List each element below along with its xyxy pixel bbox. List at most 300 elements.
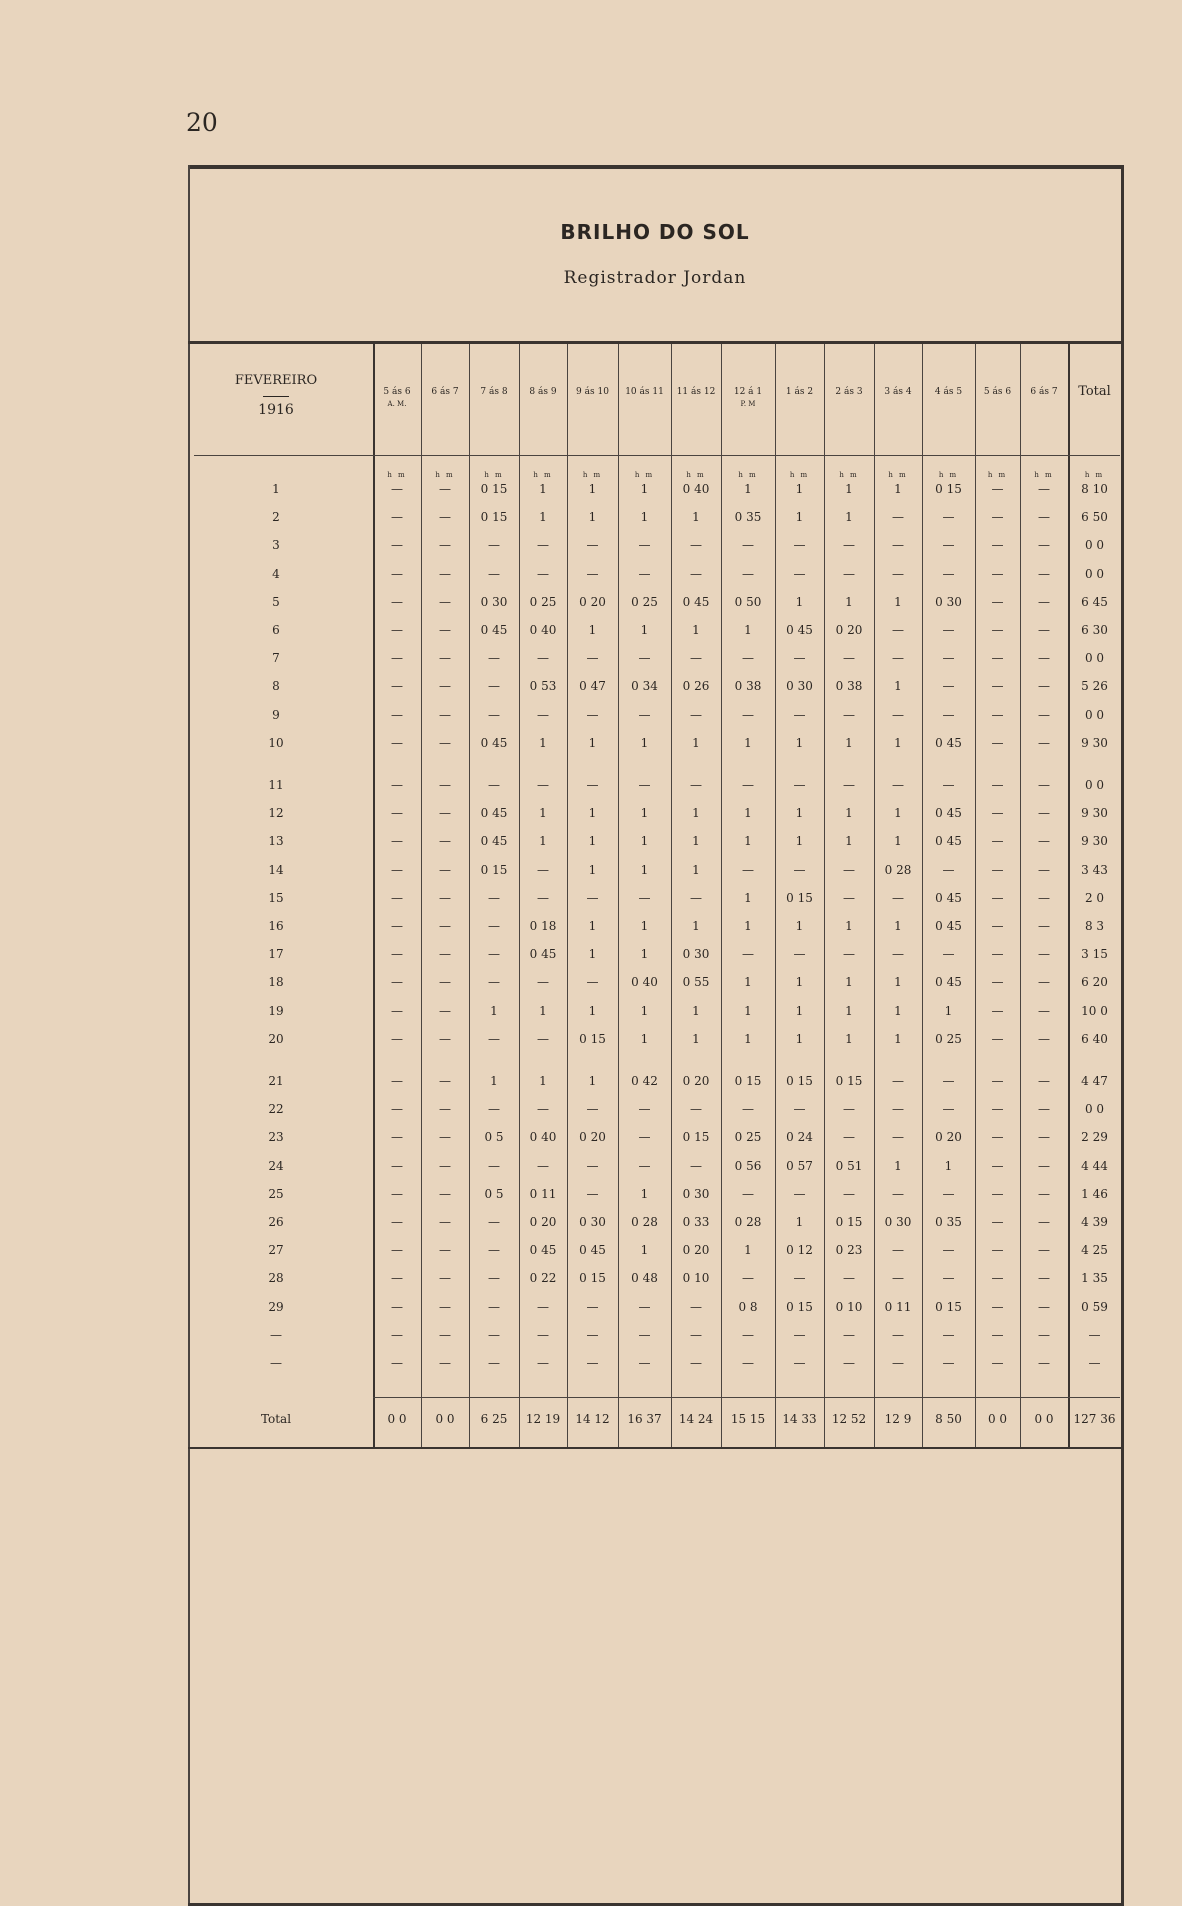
total-cell: 16 37 bbox=[627, 1412, 662, 1426]
table-cell: — bbox=[439, 862, 451, 877]
table-cell: 1 bbox=[692, 623, 700, 637]
table-cell: — bbox=[892, 1243, 904, 1258]
table-cell: — bbox=[892, 890, 904, 905]
table-cell: — bbox=[488, 1243, 500, 1258]
table-cell: 0 30 bbox=[682, 1186, 710, 1201]
table-cell: — bbox=[638, 566, 651, 581]
column-header-label: 10 ás 11 bbox=[625, 387, 664, 397]
day-number: 24 bbox=[268, 1158, 284, 1173]
day-number: 29 bbox=[268, 1299, 284, 1314]
day-number: 13 bbox=[268, 834, 284, 849]
column-header bbox=[1020, 386, 1068, 398]
table-cell: 1 bbox=[490, 1074, 498, 1088]
table-cell: — bbox=[892, 947, 904, 962]
table-cell: 1 bbox=[640, 1031, 649, 1046]
table-cell: 0 45 bbox=[786, 623, 813, 637]
table-cell: — bbox=[991, 1327, 1004, 1342]
table-cell: — bbox=[586, 890, 599, 905]
table-cell: — bbox=[892, 1102, 904, 1117]
table-cell: 0 30 bbox=[935, 594, 962, 609]
table-cell: — bbox=[1038, 862, 1050, 877]
table-cell: — bbox=[690, 778, 702, 792]
total-cell: 12 19 bbox=[525, 1412, 561, 1426]
table-cell: — bbox=[638, 538, 651, 553]
table-cell: 0 15 bbox=[579, 1271, 606, 1286]
table-cell: 1 bbox=[795, 919, 804, 933]
table-cell: — bbox=[991, 566, 1004, 581]
table-cell: — bbox=[488, 1102, 500, 1117]
table-cell: — bbox=[991, 538, 1004, 553]
table-cell: — bbox=[942, 1243, 955, 1258]
table-left-border bbox=[188, 165, 190, 1905]
table-cell: — bbox=[439, 1186, 451, 1201]
table-cell: — bbox=[843, 538, 855, 553]
table-cell: 0 45 bbox=[579, 1243, 606, 1258]
table-cell: — bbox=[991, 707, 1004, 722]
column-header-label: 12 á 1 bbox=[733, 387, 763, 397]
table-cell: 0 11 bbox=[884, 1299, 912, 1314]
table-cell: 1 bbox=[795, 1031, 804, 1046]
table-cell: — bbox=[991, 1130, 1004, 1145]
table-cell: — bbox=[892, 1130, 904, 1145]
table-cell: — bbox=[439, 735, 451, 750]
table-cell: 1 bbox=[894, 1003, 902, 1018]
month-year-divider bbox=[263, 396, 289, 397]
column-header-period: P. M bbox=[740, 400, 756, 408]
table-cell: — bbox=[586, 778, 599, 792]
table-cell: 1 bbox=[845, 1003, 853, 1018]
table-cell: 1 bbox=[845, 735, 853, 750]
table-cell: — bbox=[991, 1356, 1004, 1370]
table-cell: — bbox=[942, 1327, 955, 1342]
column-header-label: 1 ás 2 bbox=[785, 387, 814, 397]
unit-label: h m bbox=[888, 471, 908, 479]
table-cell: — bbox=[638, 651, 651, 666]
day-number: 23 bbox=[268, 1130, 284, 1145]
table-cell: — bbox=[391, 890, 403, 905]
table-cell: 0 20 bbox=[935, 1130, 962, 1145]
table-cell: — bbox=[488, 679, 500, 694]
table-cell: — bbox=[942, 862, 955, 877]
table-cell: — bbox=[391, 510, 403, 525]
table-cell: — bbox=[1038, 538, 1050, 553]
table-cell: — bbox=[439, 1102, 451, 1117]
table-cell: — bbox=[391, 538, 403, 553]
table-cell: — bbox=[537, 707, 549, 722]
table-cell: — bbox=[690, 566, 702, 581]
table-cell: — bbox=[991, 1271, 1004, 1286]
table-cell: — bbox=[942, 778, 955, 792]
table-cell: — bbox=[742, 538, 754, 553]
table-cell: 1 bbox=[744, 735, 752, 750]
table-cell: — bbox=[439, 538, 451, 553]
column-header bbox=[618, 386, 671, 398]
table-cell: 1 bbox=[640, 1186, 649, 1201]
table-cell: — bbox=[892, 566, 904, 581]
table-cell: — bbox=[391, 947, 403, 962]
table-cell: 5 26 bbox=[1081, 679, 1108, 694]
column-header bbox=[1068, 386, 1121, 398]
table-cell: — bbox=[991, 679, 1004, 694]
table-cell: — bbox=[942, 1356, 955, 1370]
table-cell: 0 45 bbox=[480, 834, 508, 849]
table-cell: — bbox=[690, 1327, 702, 1342]
table-cell: 1 bbox=[744, 1243, 752, 1258]
table-cell: — bbox=[942, 566, 955, 581]
table-cell: 10 0 bbox=[1081, 1003, 1108, 1018]
table-cell: — bbox=[892, 1074, 904, 1088]
table-cell: — bbox=[488, 1271, 500, 1286]
table-cell: — bbox=[1038, 566, 1050, 581]
table-cell: 6 45 bbox=[1081, 594, 1108, 609]
table-cell: 0 55 bbox=[682, 975, 710, 990]
table-cell: 4 25 bbox=[1081, 1243, 1108, 1258]
table-cell: — bbox=[742, 1186, 754, 1201]
table-cell: 4 39 bbox=[1081, 1215, 1108, 1229]
total-cell: 127 36 bbox=[1073, 1412, 1116, 1426]
table-cell: 0 30 bbox=[480, 594, 508, 609]
table-cell: — bbox=[488, 1158, 500, 1173]
table-cell: 0 30 bbox=[682, 947, 710, 962]
table-cell: 6 40 bbox=[1081, 1031, 1108, 1046]
table-cell: — bbox=[488, 538, 500, 553]
table-cell: — bbox=[586, 566, 599, 581]
table-cell: 1 bbox=[539, 735, 547, 750]
table-cell: 1 bbox=[539, 1003, 547, 1018]
table-cell: — bbox=[742, 862, 754, 877]
table-cell: — bbox=[439, 890, 451, 905]
table-cell: 1 bbox=[539, 482, 547, 496]
column-header bbox=[922, 386, 975, 398]
unit-label: h m bbox=[686, 471, 706, 479]
table-cell: 0 40 bbox=[682, 482, 710, 496]
table-cell: — bbox=[1038, 1031, 1050, 1046]
table-cell: 0 20 bbox=[579, 1130, 606, 1145]
table-cell: 0 0 bbox=[1084, 778, 1105, 792]
table-cell: 6 20 bbox=[1081, 975, 1108, 990]
day-number: — bbox=[270, 1356, 282, 1370]
table-cell: — bbox=[391, 1031, 403, 1046]
table-cell: 1 bbox=[588, 735, 597, 750]
table-cell: — bbox=[942, 1271, 955, 1286]
table-cell: — bbox=[537, 1031, 549, 1046]
table-cell: — bbox=[991, 510, 1004, 525]
table-cell: 0 8 bbox=[738, 1299, 758, 1314]
table-cell: — bbox=[391, 651, 403, 666]
table-cell: — bbox=[638, 1356, 651, 1370]
table-cell: — bbox=[991, 1186, 1004, 1201]
total-cell: 14 12 bbox=[575, 1412, 610, 1426]
table-cell: — bbox=[843, 1130, 855, 1145]
day-number: 25 bbox=[268, 1186, 284, 1201]
table-cell: 0 25 bbox=[631, 594, 658, 609]
table-cell: 1 bbox=[744, 806, 752, 821]
table-cell: 1 bbox=[744, 890, 752, 905]
table-cell: — bbox=[942, 707, 955, 722]
table-cell: — bbox=[1038, 834, 1050, 849]
table-cell: — bbox=[391, 679, 403, 694]
table-cell: — bbox=[793, 1271, 806, 1286]
table-cell: 0 20 bbox=[529, 1215, 557, 1229]
table-cell: 1 bbox=[588, 1003, 597, 1018]
table-cell: — bbox=[586, 651, 599, 666]
table-cell: 1 bbox=[894, 735, 902, 750]
table-cell: — bbox=[991, 1074, 1004, 1088]
table-cell: — bbox=[843, 890, 855, 905]
table-cell: 1 bbox=[588, 510, 597, 525]
table-cell: 1 bbox=[588, 862, 597, 877]
table-cell: 1 bbox=[744, 1003, 752, 1018]
table-cell: — bbox=[892, 1271, 904, 1286]
total-cell: 0 0 bbox=[987, 1412, 1008, 1426]
table-cell: 1 bbox=[640, 1003, 649, 1018]
table-cell: — bbox=[892, 538, 904, 553]
table-cell: — bbox=[439, 778, 451, 792]
table-cell: — bbox=[391, 1356, 403, 1370]
unit-label: h m bbox=[1084, 471, 1105, 479]
table-cell: — bbox=[586, 1158, 599, 1173]
table-cell: — bbox=[942, 510, 955, 525]
unit-label: h m bbox=[839, 471, 859, 479]
table-cell: — bbox=[638, 1299, 651, 1314]
table-cell: 0 15 bbox=[935, 1299, 962, 1314]
table-cell: — bbox=[991, 947, 1004, 962]
total-cell: 0 0 bbox=[387, 1412, 407, 1426]
day-number: 1 bbox=[272, 482, 280, 496]
table-cell: — bbox=[1038, 890, 1050, 905]
day-number: 7 bbox=[272, 651, 280, 666]
table-cell: 0 35 bbox=[935, 1215, 962, 1229]
table-cell: — bbox=[892, 1186, 904, 1201]
table-cell: — bbox=[742, 707, 754, 722]
table-cell: — bbox=[1038, 735, 1050, 750]
table-cell: — bbox=[537, 1158, 549, 1173]
table-cell: 9 30 bbox=[1081, 834, 1108, 849]
table-cell: — bbox=[1038, 1158, 1050, 1173]
table-cell: — bbox=[1038, 623, 1050, 637]
table-cell: — bbox=[1038, 1130, 1050, 1145]
table-cell: — bbox=[1038, 1074, 1050, 1088]
table-cell: — bbox=[391, 566, 403, 581]
table-cell: — bbox=[439, 1215, 451, 1229]
total-cell: 0 0 bbox=[1034, 1412, 1054, 1426]
table-cell: 0 59 bbox=[1081, 1299, 1108, 1314]
table-cell: — bbox=[439, 1356, 451, 1370]
table-cell: 0 45 bbox=[935, 806, 962, 821]
column-header bbox=[975, 386, 1020, 398]
table-cell: 1 bbox=[795, 1003, 804, 1018]
table-cell: — bbox=[439, 566, 451, 581]
table-cell: — bbox=[991, 482, 1004, 496]
table-cell: 1 46 bbox=[1081, 1186, 1108, 1201]
table-cell: 0 42 bbox=[631, 1074, 658, 1088]
table-cell: — bbox=[439, 806, 451, 821]
table-cell: — bbox=[391, 707, 403, 722]
column-header-label: 4 ás 5 bbox=[934, 387, 963, 397]
table-cell: — bbox=[391, 594, 403, 609]
table-cell: — bbox=[793, 566, 806, 581]
table-cell: — bbox=[391, 834, 403, 849]
table-cell: — bbox=[391, 1243, 403, 1258]
day-number: 12 bbox=[268, 806, 284, 821]
unit-label: h m bbox=[789, 471, 810, 479]
table-cell: — bbox=[439, 1074, 451, 1088]
table-cell: 1 bbox=[588, 947, 597, 962]
table-cell: — bbox=[1038, 806, 1050, 821]
table-cell: 0 15 bbox=[786, 1074, 813, 1088]
table-cell: — bbox=[439, 510, 451, 525]
table-cell: — bbox=[690, 1158, 702, 1173]
table-cell: 1 bbox=[894, 975, 902, 990]
table-cell: — bbox=[537, 566, 549, 581]
table-cell: — bbox=[391, 778, 403, 792]
table-cell: — bbox=[1038, 1271, 1050, 1286]
day-number: — bbox=[270, 1327, 282, 1342]
table-cell: 0 56 bbox=[734, 1158, 762, 1173]
table-cell: 1 bbox=[640, 919, 649, 933]
table-cell: — bbox=[793, 1186, 806, 1201]
table-cell: 0 12 bbox=[786, 1243, 813, 1258]
day-number: 22 bbox=[268, 1102, 284, 1117]
table-cell: — bbox=[942, 623, 955, 637]
column-header-label: 7 ás 8 bbox=[480, 387, 508, 397]
table-cell: 0 15 bbox=[786, 890, 813, 905]
table-cell: — bbox=[391, 1003, 403, 1018]
totals-label: Total bbox=[260, 1412, 292, 1426]
table-cell: 0 23 bbox=[835, 1243, 863, 1258]
table-subtitle: Registrador Jordan bbox=[563, 268, 747, 288]
table-cell: 6 30 bbox=[1081, 623, 1108, 637]
unit-label: h m bbox=[987, 471, 1008, 479]
table-cell: 1 bbox=[692, 806, 700, 821]
table-cell: — bbox=[638, 890, 651, 905]
table-cell: — bbox=[892, 778, 904, 792]
table-cell: 0 5 bbox=[484, 1130, 504, 1145]
table-cell: — bbox=[793, 1356, 806, 1370]
table-cell: 1 bbox=[845, 806, 853, 821]
table-cell: — bbox=[991, 1243, 1004, 1258]
table-cell: — bbox=[1038, 510, 1050, 525]
table-cell: — bbox=[586, 1186, 599, 1201]
table-cell: 1 bbox=[795, 594, 804, 609]
table-cell: 0 15 bbox=[835, 1074, 863, 1088]
total-cell: 14 33 bbox=[782, 1412, 817, 1426]
table-cell: 2 0 bbox=[1084, 890, 1105, 905]
table-cell: 1 bbox=[744, 834, 752, 849]
day-number: 14 bbox=[268, 862, 284, 877]
table-cell: — bbox=[537, 890, 549, 905]
table-cell: 1 bbox=[795, 806, 804, 821]
table-cell: 1 bbox=[944, 1158, 953, 1173]
table-cell: 0 20 bbox=[835, 623, 863, 637]
month-label: FEVEREIRO bbox=[234, 373, 318, 388]
table-cell: — bbox=[488, 919, 500, 933]
table-cell: — bbox=[488, 1327, 500, 1342]
column-header-label: 3 ás 4 bbox=[884, 387, 912, 397]
table-cell: — bbox=[991, 778, 1004, 792]
table-cell: — bbox=[991, 623, 1004, 637]
day-number: 17 bbox=[268, 947, 284, 962]
title-separator bbox=[188, 341, 1124, 344]
table-cell: 0 57 bbox=[786, 1158, 813, 1173]
table-cell: — bbox=[991, 1299, 1004, 1314]
table-cell: — bbox=[742, 1102, 754, 1117]
table-cell: 0 25 bbox=[935, 1031, 962, 1046]
table-cell: 0 5 bbox=[484, 1186, 504, 1201]
table-cell: — bbox=[892, 623, 904, 637]
table-cell: 1 bbox=[894, 482, 902, 496]
table-cell: — bbox=[690, 651, 702, 666]
table-cell: — bbox=[638, 1130, 651, 1145]
table-cell: 0 0 bbox=[1084, 538, 1105, 553]
table-cell: — bbox=[793, 651, 806, 666]
day-number: 26 bbox=[268, 1215, 284, 1229]
day-number: 3 bbox=[272, 538, 280, 553]
table-cell: 1 bbox=[795, 975, 804, 990]
table-cell: 1 bbox=[744, 482, 752, 496]
table-cell: — bbox=[843, 862, 855, 877]
table-cell: — bbox=[793, 538, 806, 553]
table-cell: 1 bbox=[539, 510, 547, 525]
unit-label: h m bbox=[634, 471, 655, 479]
unit-label: h m bbox=[738, 471, 758, 479]
table-cell: 1 bbox=[845, 975, 853, 990]
table-cell: — bbox=[991, 1215, 1004, 1229]
table-cell: — bbox=[488, 975, 500, 990]
table-cell: — bbox=[439, 947, 451, 962]
table-cell: — bbox=[391, 975, 403, 990]
table-cell: 0 45 bbox=[935, 975, 962, 990]
column-header-label: 6 ás 7 bbox=[431, 387, 459, 397]
table-cell: — bbox=[690, 1102, 702, 1117]
table-cell: — bbox=[793, 947, 806, 962]
table-cell: — bbox=[742, 778, 754, 792]
table-cell: 1 bbox=[894, 679, 902, 694]
table-cell: — bbox=[1038, 1299, 1050, 1314]
table-top-border bbox=[188, 165, 1124, 169]
table-cell: 1 bbox=[640, 834, 649, 849]
column-header-label: 8 ás 9 bbox=[529, 387, 557, 397]
table-cell: — bbox=[439, 482, 451, 496]
table-cell: — bbox=[391, 1299, 403, 1314]
column-header-label: Total bbox=[1078, 384, 1111, 399]
table-cell: — bbox=[586, 707, 599, 722]
table-cell: 0 0 bbox=[1084, 566, 1105, 581]
table-cell: — bbox=[843, 651, 855, 666]
table-cell: — bbox=[991, 1003, 1004, 1018]
table-body-bottom bbox=[188, 1447, 1124, 1449]
table-cell: 1 bbox=[640, 1243, 649, 1258]
table-cell: 1 bbox=[539, 1074, 547, 1088]
table-cell: 6 50 bbox=[1081, 510, 1108, 525]
table-cell: 1 bbox=[795, 482, 804, 496]
table-cell: — bbox=[1038, 947, 1050, 962]
table-cell: — bbox=[991, 1102, 1004, 1117]
table-cell: — bbox=[488, 778, 500, 792]
table-cell: — bbox=[991, 919, 1004, 933]
table-cell: — bbox=[439, 1271, 451, 1286]
table-cell: 1 bbox=[845, 1031, 853, 1046]
table-cell: — bbox=[942, 651, 955, 666]
table-cell: 0 45 bbox=[529, 947, 557, 962]
table-cell: 1 bbox=[692, 1003, 700, 1018]
table-cell: — bbox=[793, 1327, 806, 1342]
table-cell: 9 30 bbox=[1081, 735, 1108, 750]
table-cell: — bbox=[942, 1074, 955, 1088]
table-cell: — bbox=[1038, 1243, 1050, 1258]
unit-label: h m bbox=[435, 471, 455, 479]
table-cell: 1 bbox=[588, 1074, 597, 1088]
